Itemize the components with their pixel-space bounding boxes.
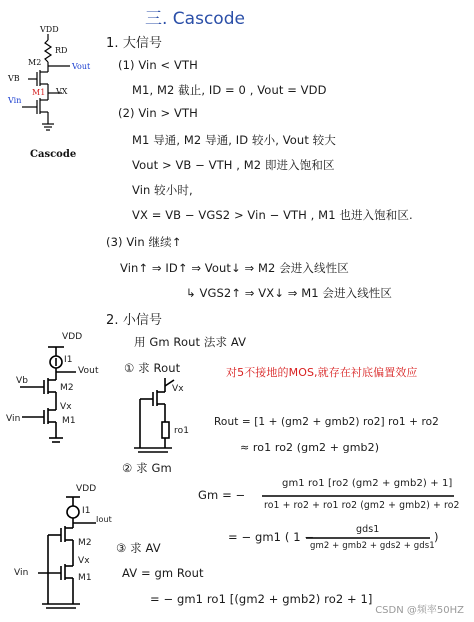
sf2-vx: Vx xyxy=(172,384,184,394)
sf3-i1: I1 xyxy=(82,506,91,516)
gm-denominator: ro1 + ro2 + ro1 ro2 (gm2 + gmb2) + ro2 xyxy=(264,500,460,511)
sf3-m2: M2 xyxy=(78,538,92,548)
case2-line3: Vin 较小时, xyxy=(132,183,193,197)
gm-lhs: Gm = − xyxy=(198,488,246,502)
case1-condition: (1) Vin < VTH xyxy=(118,58,198,72)
gm-eq2-numerator: gds1 xyxy=(356,524,380,535)
sf1-vin: Vin xyxy=(6,414,21,424)
case1-line: M1, M2 截止, ID = 0 , Vout = VDD xyxy=(132,83,327,97)
sf3-m1: M1 xyxy=(78,573,92,583)
label-vin: Vin xyxy=(8,96,22,105)
section-title: 三. Cascode xyxy=(145,9,245,29)
step1-heading: ① 求 Rout xyxy=(124,361,181,375)
sf1-i1: I1 xyxy=(64,355,73,365)
watermark: CSDN @频率50HZ xyxy=(375,605,464,616)
label-m1: M1 xyxy=(32,88,46,97)
label-vx: VX xyxy=(56,87,68,96)
substrate-note: 对5不接地的MOS,就存在衬底偏置效应 xyxy=(226,366,418,379)
sf1-vb: Vb xyxy=(16,376,29,386)
step3-heading: ③ 求 AV xyxy=(116,541,161,555)
figure-caption: Cascode xyxy=(30,149,77,160)
sf3-vx: Vx xyxy=(78,556,90,566)
heading-large-signal: 1. 大信号 xyxy=(106,36,163,51)
sf2-ro1: ro1 xyxy=(174,426,190,436)
sf1-vx: Vx xyxy=(60,402,72,412)
case2-line2: Vout > VB − VTH , M2 即进入饱和区 xyxy=(132,158,335,172)
rout-approximation: ≈ ro1 ro2 (gm2 + gmb2) xyxy=(240,441,380,454)
step2-heading: ② 求 Gm xyxy=(122,461,172,475)
gm-numerator: gm1 ro1 [ro2 (gm2 + gmb2) + 1] xyxy=(282,478,453,489)
gm-eq2-denominator: gm2 + gmb2 + gds2 + gds1 xyxy=(310,541,435,551)
case2-line4: VX = VB − VGS2 > Vin − VTH , M1 也进入饱和区. xyxy=(132,208,413,222)
gm-eq2-left: = − gm1 ( 1 − xyxy=(228,530,315,544)
case2-line1: M1 导通, M2 导通, ID 较小, Vout 较大 xyxy=(132,133,336,147)
gm-eq2-right: ) xyxy=(434,530,439,544)
sf3-vin: Vin xyxy=(14,568,29,578)
label-vdd: VDD xyxy=(40,25,59,34)
case3-condition: (3) Vin 继续↑ xyxy=(106,235,182,249)
sf1-m2: M2 xyxy=(60,383,74,393)
rout-equation: Rout = [1 + (gm2 + gmb2) ro2] ro1 + ro2 xyxy=(214,416,439,428)
case3-line1: Vin↑ ⇒ ID↑ ⇒ Vout↓ ⇒ M2 会进入线性区 xyxy=(120,261,349,275)
heading-small-signal: 2. 小信号 xyxy=(106,313,163,328)
av-equation: AV = gm Rout xyxy=(122,566,204,580)
case3-line2: ↳ VGS2↑ ⇒ VX↓ ⇒ M1 会进入线性区 xyxy=(186,286,392,300)
sf1-vdd: VDD xyxy=(62,332,83,342)
label-m2: M2 xyxy=(28,58,42,67)
label-vout: Vout xyxy=(72,62,91,71)
av-equation-2: = − gm1 ro1 [(gm2 + gmb2) ro2 + 1] xyxy=(150,592,373,606)
sf3-vdd: VDD xyxy=(76,484,97,494)
sf1-vout: Vout xyxy=(78,366,99,376)
method-line: 用 Gm Rout 法求 AV xyxy=(134,335,247,349)
sf1-m1: M1 xyxy=(62,416,76,426)
case2-condition: (2) Vin > VTH xyxy=(118,106,198,120)
label-vb: VB xyxy=(8,74,20,83)
sf3-iout: Iout xyxy=(96,515,112,524)
label-rd: RD xyxy=(55,46,68,55)
